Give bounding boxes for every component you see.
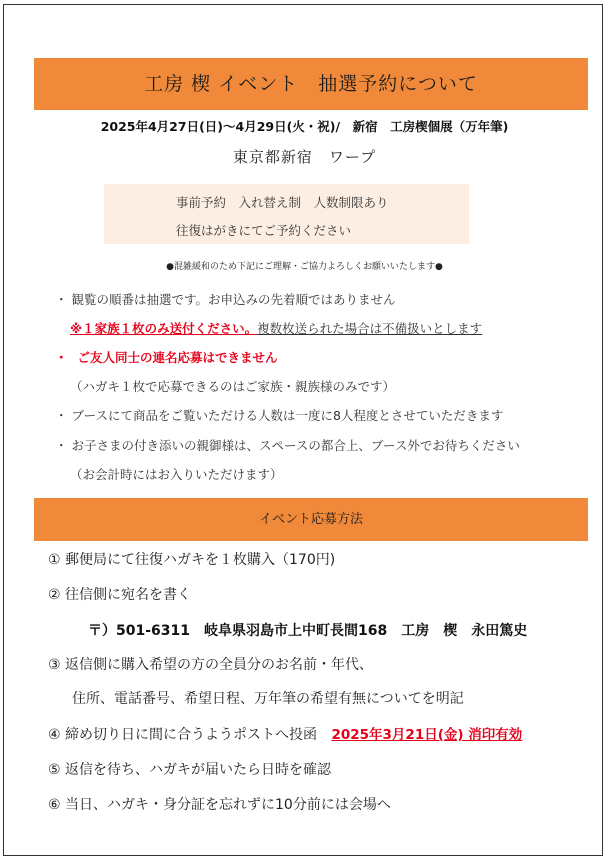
step-5: ⑤ 返信を待ち、ハガキが届いたら日時を確認: [48, 762, 331, 778]
rule-joint-name-text: ご友人同士の連名応募はできません: [77, 350, 278, 365]
mailing-address: 〒）501-6311 岐阜県羽島市上中町長間168 工房 楔 永田篤史: [88, 623, 528, 639]
rule-joint-name-bullet: ・: [55, 350, 68, 365]
event-date-line: 2025年4月27日(日)～4月29日(火・祝)/ 新宿 工房楔個展（万年筆): [100, 119, 509, 134]
rule-joint-name-sub: （ハガキ１枚で応募できるのはご家族・親族様のみです）: [70, 379, 396, 394]
rule-guardians-sub: （お会計時にはお入りいただけます）: [70, 467, 283, 482]
step-4-text: ④ 締め切り日に間に合うようポストへ投函: [48, 727, 317, 743]
reservation-line-1: 事前予約 入れ替え制 人数制限あり: [176, 195, 389, 210]
deadline-date: 2025年3月21日(金) 消印有効: [331, 727, 523, 743]
step-2: ② 往信側に宛名を書く: [48, 587, 192, 603]
rule-one-per-family-rest: 複数枚送られた場合は不備扱いとします: [257, 321, 483, 336]
rule-one-per-family-red: ※１家族１枚のみ送付ください。: [70, 321, 258, 336]
method-title: イベント応募方法: [34, 498, 588, 541]
step-3: ③ 返信側に購入希望の方の全員分のお名前・年代、: [48, 657, 373, 673]
rule-lottery: ・ 観覧の順番は抽選です。お申込みの先着順ではありません: [55, 292, 396, 307]
venue-line: 東京都新宿 ワープ: [232, 148, 377, 166]
step-3-detail: 住所、電話番号、希望日程、万年筆の希望有無についてを明記: [72, 691, 464, 707]
reservation-box: [104, 184, 469, 244]
notice-line: ●混雑緩和のため下記にご理解・ご協力よろしくお願いいたします●: [166, 262, 443, 272]
reservation-line-2: 往復はがきにてご予約ください: [176, 223, 352, 238]
step-4: [48, 723, 522, 744]
rule-booth-capacity: ・ ブースにて商品をご覧いただける人数は一度に8人程度とさせていただきます: [55, 408, 504, 423]
rule-guardians: ・ お子さまの付き添いの親御様は、スペースの都合上、ブース外でお待ちください: [55, 438, 520, 453]
rule-one-per-family: [70, 319, 482, 337]
step-1: ① 郵便局にて往復ハガキを１枚購入（170円): [48, 552, 336, 568]
rule-joint-name: [55, 348, 278, 366]
page-title: 工房 楔 イベント 抽選予約について: [34, 58, 588, 110]
step-6: ⑥ 当日、ハガキ・身分証を忘れずに10分前には会場へ: [48, 797, 391, 813]
